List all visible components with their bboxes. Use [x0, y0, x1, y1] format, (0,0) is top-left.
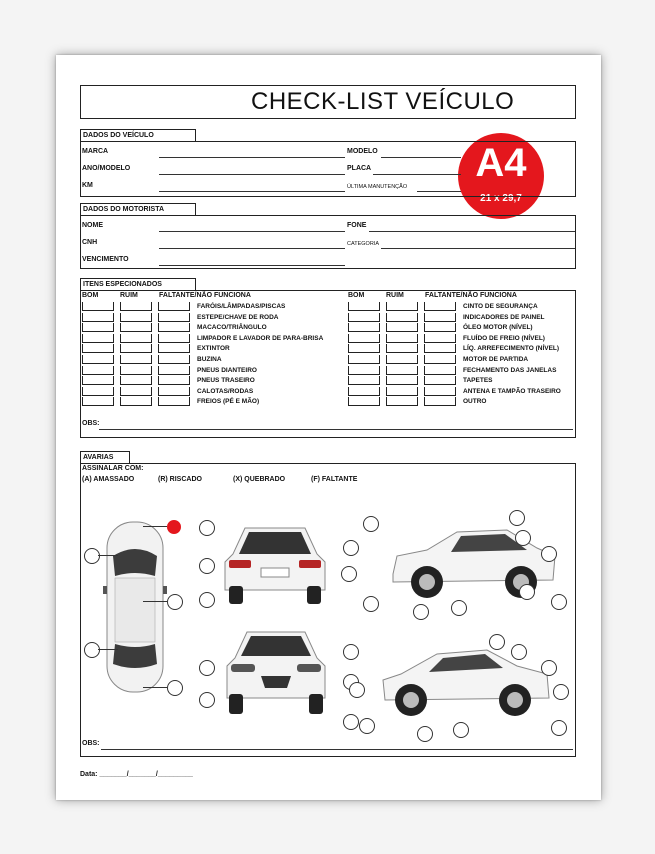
cnh-field[interactable] [159, 248, 345, 249]
point-bubble[interactable] [199, 660, 215, 676]
nome-label: NOME [82, 222, 103, 229]
check-bom[interactable] [348, 366, 380, 375]
damage-obs-field[interactable] [101, 749, 573, 750]
check-faltante[interactable] [158, 344, 190, 353]
point-bubble[interactable] [363, 596, 379, 612]
marca-field[interactable] [159, 157, 345, 158]
checklist-item-label: FLUÍDO DE FREIO (NÍVEL) [463, 334, 545, 342]
check-faltante[interactable] [424, 313, 456, 322]
check-bom[interactable] [348, 355, 380, 364]
check-ruim[interactable] [386, 313, 418, 322]
check-bom[interactable] [82, 334, 114, 343]
point-bubble[interactable] [84, 642, 100, 658]
checklist-item-label: LÍQ. ARREFECIMENTO (NÍVEL) [463, 345, 560, 353]
check-faltante[interactable] [424, 334, 456, 343]
check-faltante[interactable] [158, 397, 190, 406]
checklist-item-label: MACACO/TRIÂNGULO [197, 324, 267, 332]
assinalar-label: ASSINALAR COM: [82, 465, 144, 472]
check-ruim[interactable] [386, 355, 418, 364]
lead-line [143, 601, 167, 602]
lead-line [143, 526, 167, 527]
items-section [80, 290, 576, 438]
check-bom[interactable] [82, 397, 114, 406]
nome-field[interactable] [159, 231, 345, 232]
header-faltante-left: FALTANTE/NÃO FUNCIONA [159, 292, 251, 299]
km-field[interactable] [159, 191, 345, 192]
check-faltante[interactable] [158, 313, 190, 322]
vehicle-section-tab: DADOS DO VEÍCULO [80, 129, 196, 142]
check-bom[interactable] [82, 344, 114, 353]
check-faltante[interactable] [158, 376, 190, 385]
check-bom[interactable] [348, 387, 380, 396]
check-ruim[interactable] [120, 366, 152, 375]
items-obs-field[interactable] [99, 429, 573, 430]
header-faltante-right: FALTANTE/NÃO FUNCIONA [425, 292, 517, 299]
cnh-label: CNH [82, 239, 98, 246]
point-bubble[interactable] [489, 634, 505, 650]
lead-line [143, 687, 167, 688]
check-bom[interactable] [348, 334, 380, 343]
check-faltante[interactable] [424, 387, 456, 396]
check-bom[interactable] [82, 366, 114, 375]
ultima-manutencao-field[interactable] [417, 191, 461, 192]
check-faltante[interactable] [424, 355, 456, 364]
point-bubble[interactable] [343, 540, 359, 556]
damage-obs-label: OBS: [82, 740, 100, 747]
point-bubble[interactable] [417, 726, 433, 742]
categoria-label: CATEGORIA [347, 241, 379, 247]
check-ruim[interactable] [120, 387, 152, 396]
checklist-item-label: INDICADORES DE PAINEL [463, 313, 545, 321]
check-faltante[interactable] [424, 376, 456, 385]
point-bubble[interactable] [519, 584, 535, 600]
badge-dims: 21 x 29,7 [480, 193, 522, 204]
checklist-item-label: LIMPADOR E LAVADOR DE PARA-BRISA [197, 334, 324, 342]
fone-field[interactable] [369, 231, 575, 232]
ultima-manutencao-label: ÚLTIMA MANUTENÇÃO [347, 184, 408, 190]
check-ruim[interactable] [120, 334, 152, 343]
checklist-item-label: CALOTAS/RODAS [197, 387, 254, 395]
check-ruim[interactable] [120, 376, 152, 385]
legend-faltante: (F) FALTANTE [311, 476, 358, 483]
modelo-label: MODELO [347, 148, 378, 155]
point-bubble[interactable] [359, 718, 375, 734]
point-bubble[interactable] [349, 682, 365, 698]
check-faltante[interactable] [424, 302, 456, 311]
checklist-item-label: BUZINA [197, 356, 222, 363]
check-ruim[interactable] [386, 387, 418, 396]
point-bubble[interactable] [453, 722, 469, 738]
ano-modelo-label: ANO/MODELO [82, 165, 131, 172]
point-bubble[interactable] [343, 644, 359, 660]
placa-field[interactable] [373, 174, 461, 175]
checklist-item-label: PNEUS TRASEIRO [197, 377, 255, 385]
checklist-item-label: ÓLEO MOTOR (NÍVEL) [463, 324, 533, 332]
checklist-item-label: TAPETES [463, 377, 493, 385]
point-bubble[interactable] [341, 566, 357, 582]
check-bom[interactable] [82, 323, 114, 332]
check-ruim[interactable] [386, 323, 418, 332]
point-bubble[interactable] [199, 558, 215, 574]
check-faltante[interactable] [158, 387, 190, 396]
lead-line [98, 555, 118, 556]
checklist-item-label: FREIOS (PÉ E MÃO) [197, 398, 260, 406]
point-bubble[interactable] [553, 684, 569, 700]
driver-section-tab: DADOS DO MOTORISTA [80, 203, 196, 216]
legend-quebrado: (X) QUEBRADO [233, 476, 286, 483]
check-bom[interactable] [82, 355, 114, 364]
checklist-item-label: ANTENA E TAMPÃO TRASEIRO [463, 387, 561, 395]
check-bom[interactable] [82, 387, 114, 396]
check-faltante[interactable] [158, 355, 190, 364]
checklist-item-label: PNEUS DIANTEIRO [197, 366, 257, 374]
checklist-item-label: ESTEPE/CHAVE DE RODA [197, 313, 279, 321]
driver-section [80, 215, 576, 269]
point-bubble[interactable] [541, 660, 557, 676]
check-faltante[interactable] [424, 344, 456, 353]
point-bubble[interactable] [167, 594, 183, 610]
point-bubble[interactable] [515, 530, 531, 546]
checklist-item-label: FECHAMENTO DAS JANELAS [463, 366, 557, 374]
page-title: CHECK-LIST VEÍCULO [251, 88, 515, 115]
header-ruim-right: RUIM [386, 292, 404, 299]
check-faltante[interactable] [424, 366, 456, 375]
check-faltante[interactable] [158, 323, 190, 332]
items-section-tab: ITENS ESPECIONADOS [80, 278, 196, 291]
check-bom[interactable] [348, 313, 380, 322]
check-ruim[interactable] [120, 344, 152, 353]
check-ruim[interactable] [386, 397, 418, 406]
car-front-view [223, 628, 329, 716]
car-rear-view [221, 524, 329, 608]
point-bubble[interactable] [551, 720, 567, 736]
check-bom[interactable] [348, 323, 380, 332]
point-bubble[interactable] [199, 520, 215, 536]
ano-modelo-field[interactable] [159, 174, 345, 175]
check-bom[interactable] [348, 397, 380, 406]
legend-riscado: (R) RISCADO [158, 476, 202, 483]
categoria-field[interactable] [381, 248, 575, 249]
date-field[interactable]: Data: _______/_______/_________ [80, 771, 193, 778]
point-bubble[interactable] [167, 680, 183, 696]
damage-section-tab: AVARIAS [80, 451, 130, 464]
title-box [80, 85, 576, 119]
check-ruim[interactable] [120, 302, 152, 311]
check-ruim[interactable] [120, 355, 152, 364]
header-ruim-left: RUIM [120, 292, 138, 299]
check-ruim[interactable] [386, 366, 418, 375]
header-bom-right: BOM [348, 292, 365, 299]
point-bubble[interactable] [509, 510, 525, 526]
legend-amassado: (A) AMASSADO [82, 476, 135, 483]
point-bubble[interactable] [84, 548, 100, 564]
check-ruim[interactable] [386, 344, 418, 353]
items-obs-label: OBS: [82, 420, 100, 427]
modelo-field[interactable] [381, 157, 461, 158]
point-bubble[interactable] [511, 644, 527, 660]
check-bom[interactable] [82, 313, 114, 322]
km-label: KM [82, 182, 93, 189]
check-ruim[interactable] [120, 323, 152, 332]
check-faltante[interactable] [158, 302, 190, 311]
check-ruim[interactable] [386, 376, 418, 385]
vencimento-label: VENCIMENTO [82, 256, 129, 263]
point-bubble[interactable] [551, 594, 567, 610]
damage-section [80, 463, 576, 757]
check-bom[interactable] [82, 376, 114, 385]
point-bubble[interactable] [363, 516, 379, 532]
point-bubble[interactable] [451, 600, 467, 616]
car-top-view [103, 516, 167, 696]
point-bubble[interactable] [541, 546, 557, 562]
header-bom-left: BOM [82, 292, 99, 299]
check-ruim[interactable] [386, 302, 418, 311]
point-bubble[interactable] [199, 592, 215, 608]
point-bubble[interactable] [343, 714, 359, 730]
check-faltante[interactable] [158, 334, 190, 343]
point-bubble[interactable] [413, 604, 429, 620]
checklist-item-label: CINTO DE SEGURANÇA [463, 303, 538, 310]
checklist-item-label: EXTINTOR [197, 345, 230, 353]
checklist-sheet [56, 55, 601, 800]
placa-label: PLACA [347, 165, 372, 172]
vencimento-field[interactable] [159, 265, 345, 266]
check-ruim[interactable] [120, 313, 152, 322]
badge-size: A4 [475, 141, 527, 185]
checklist-item-label: FARÓIS/LÂMPADAS/PISCAS [197, 303, 286, 310]
check-faltante[interactable] [424, 323, 456, 332]
checklist-item-label: MOTOR DE PARTIDA [463, 356, 529, 363]
check-ruim[interactable] [120, 397, 152, 406]
vehicle-section [80, 141, 576, 197]
marca-label: MARCA [82, 148, 109, 155]
lead-line [98, 649, 118, 650]
check-faltante[interactable] [424, 397, 456, 406]
fone-label: FONE [347, 222, 367, 229]
check-faltante[interactable] [158, 366, 190, 375]
damage-marker-red[interactable] [167, 520, 181, 534]
checklist-item-label: OUTRO [463, 398, 487, 406]
check-bom[interactable] [82, 302, 114, 311]
check-ruim[interactable] [386, 334, 418, 343]
point-bubble[interactable] [199, 692, 215, 708]
check-bom[interactable] [348, 344, 380, 353]
check-bom[interactable] [348, 302, 380, 311]
check-bom[interactable] [348, 376, 380, 385]
